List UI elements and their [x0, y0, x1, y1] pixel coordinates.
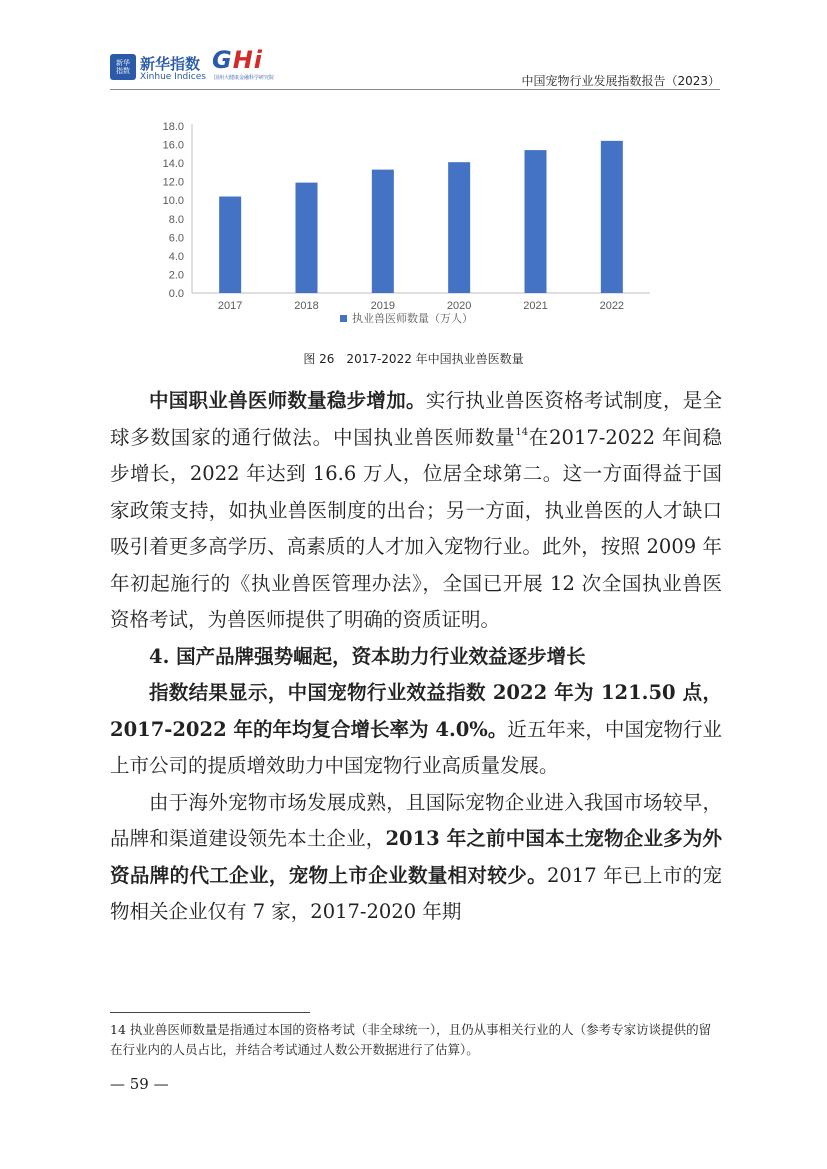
x-tick-label: 2020 — [446, 300, 472, 312]
bar-2017 — [219, 197, 241, 293]
bar-2018 — [296, 183, 318, 293]
x-tick-label: 2018 — [294, 300, 319, 312]
page-header — [110, 48, 720, 90]
footnote-divider — [110, 1012, 310, 1013]
x-tick-label: 2019 — [370, 300, 396, 312]
paragraph-market-bold: 2013 年之前中国本土宠物企业多为外资品牌的代工企业，宠物上市企业数量相对较少。 — [110, 827, 722, 887]
ghi-logo-hi: Hi — [232, 46, 264, 74]
bar-2019 — [372, 170, 394, 293]
bar-2020 — [448, 162, 470, 293]
bar-2022 — [601, 141, 623, 293]
xinhua-logo-en: Xinhue Indices — [140, 72, 206, 82]
paragraph-vets-text-b: 在2017-2022 年间稳步增长，2022 年达到 16.6 万人，位居全球第二。这一方面得益于国家政策支持，如执业兽医制度的出台；另一方面，执业兽医的人才缺口吸引着更多高学历、高素质的人才加入宠物行业。此外，按照 2009 年年初起施行的《执业兽医管理办法》，全国已开展 12 次全国执业兽医资格考试，为兽医师提供了明确的资质证明。 — [110, 425, 722, 631]
ghi-logo-subtitle: 国州大健康金融科学研究院 — [214, 75, 275, 81]
y-tick-label: 8.0 — [168, 213, 184, 226]
paragraph-market-text-b: 2017 年已上市的宠物相关企业仅有 7 家，2017-2020 年期 — [110, 863, 722, 923]
y-tick-label: 16.0 — [162, 139, 184, 152]
xinhua-logo-cn: 新华指数 — [140, 55, 201, 73]
paragraph-index — [110, 675, 722, 785]
y-tick-label: 2.0 — [168, 269, 184, 282]
ghi-logo-g: G — [212, 46, 233, 74]
paragraph-market-text-a: 由于海外宠物市场发展成熟，且国际宠物企业进入我国市场较早，品牌和渠道建设领先本土企业， — [110, 790, 722, 850]
bar-2021 — [525, 150, 547, 293]
x-tick-label: 2022 — [599, 300, 625, 312]
y-tick-label: 14.0 — [162, 158, 184, 171]
y-tick-label: 4.0 — [168, 250, 184, 263]
x-tick-label: 2017 — [217, 300, 243, 312]
y-tick-label: 12.0 — [162, 176, 184, 189]
footnote-ref[interactable]: 14 — [515, 426, 529, 438]
xinhua-logo-badge: 新华 指数 — [110, 54, 136, 80]
y-tick-label: 0.0 — [168, 288, 184, 300]
ghi-logo-mark — [212, 46, 263, 74]
ghi-logo — [212, 48, 308, 84]
footnote: 14 执业兽医师数量是指通过本国的资格考试（非全球统一），且仍从事相关行业的人（参考专家访谈提供的留在行业内的人员占比，并结合考试通过人数公开数据进行了估算）。 — [110, 1022, 712, 1057]
y-tick-label: 18.0 — [162, 121, 184, 133]
legend-swatch — [340, 315, 347, 322]
bar-chart — [150, 110, 670, 340]
paragraph-vets-text-a: 实行执业兽医资格考试制度，是全球多数国家的通行做法。中国执业兽医师数量 — [110, 389, 722, 449]
paragraph-market — [110, 785, 722, 931]
body-text — [110, 383, 722, 931]
y-tick-label: 6.0 — [168, 232, 184, 245]
x-tick-label: 2021 — [523, 300, 548, 312]
legend-label: 执业兽医师数量（万人） — [352, 312, 473, 325]
y-tick-label: 10.0 — [162, 195, 184, 208]
paragraph-vets — [110, 383, 722, 639]
page-number: — 59 — — [110, 1075, 169, 1093]
xinhua-indices-logo — [110, 50, 206, 86]
header-divider — [110, 89, 720, 90]
chart-svg — [150, 110, 670, 340]
figure-caption: 图 26 2017-2022 年中国执业兽医数量 — [303, 352, 524, 366]
paragraph-vets-lead: 中国职业兽医师数量稳步增加。 — [149, 389, 426, 412]
report-title: 中国宠物行业发展指数报告（2023） — [521, 74, 720, 88]
section-heading: 4. 国产品牌强势崛起，资本助力行业效益逐步增长 — [149, 644, 586, 668]
paragraph-index-lead: 指数结果显示，中国宠物行业效益指数 2022 年为 121.50 点，2017-2022 年的年均复合增长率为 4.0%。 — [110, 681, 722, 741]
paragraph-index-text: 近五年来，中国宠物行业上市公司的提质增效助力中国宠物行业高质量发展。 — [110, 717, 722, 777]
